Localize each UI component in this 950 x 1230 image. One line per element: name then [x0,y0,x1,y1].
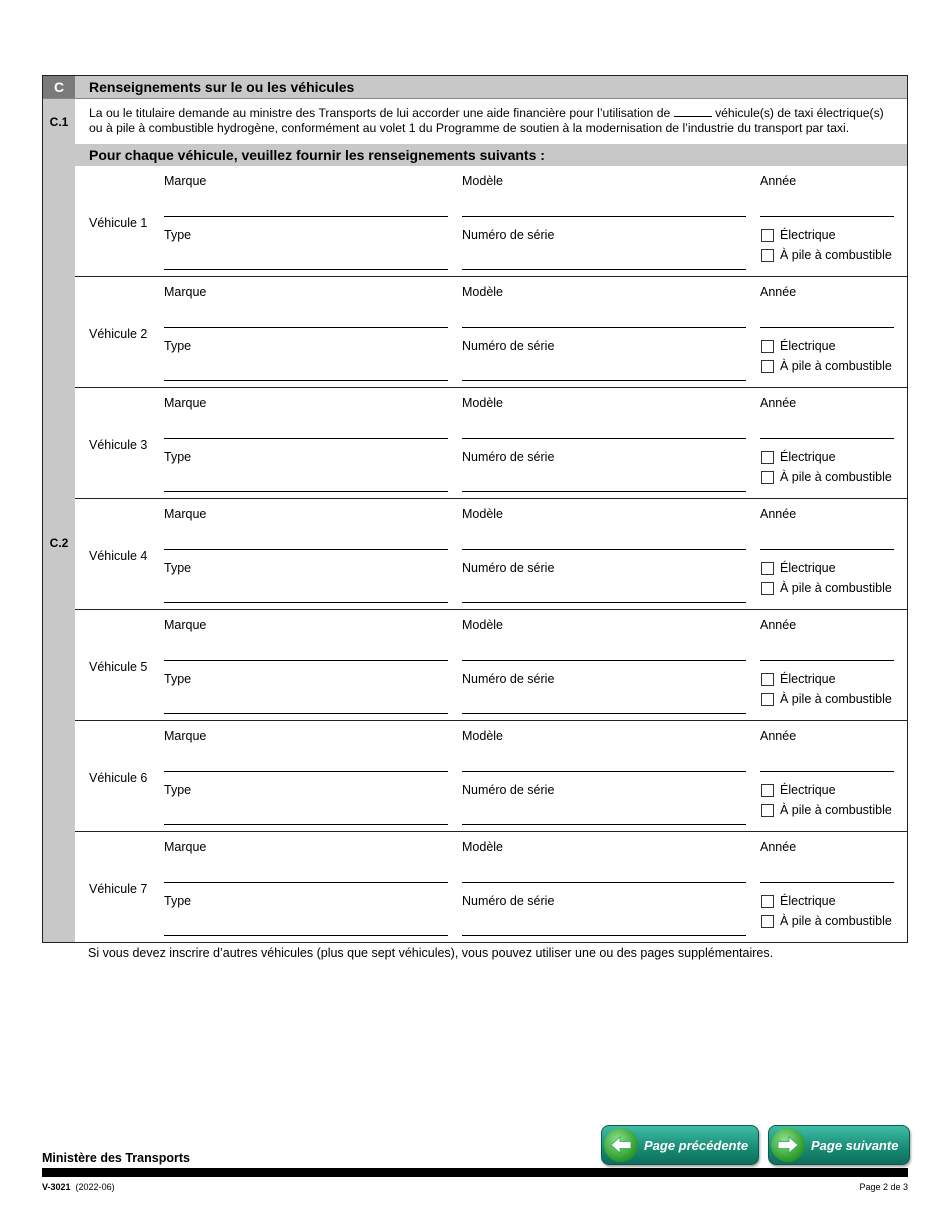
vehicle-block [75,166,907,277]
footer-bar [42,1168,908,1177]
electrique-checkbox[interactable] [761,562,774,575]
electrique-option [761,339,836,353]
modele-field[interactable] [462,327,746,328]
marque-label: Marque [164,729,207,743]
vehicle-label: Véhicule 2 [89,327,148,341]
serie-field[interactable] [462,491,746,492]
electrique-option [761,228,836,242]
serie-field[interactable] [462,602,746,603]
form-code-number: V-3021 [42,1182,71,1192]
serie-field[interactable] [462,935,746,936]
annee-field[interactable] [760,327,894,328]
previous-page-label: Page précédente [644,1137,749,1153]
page-number: Page 2 de 3 [859,1182,908,1192]
arrow-left-icon [604,1128,638,1162]
ministry-name: Ministère des Transports [42,1151,190,1165]
previous-page-button[interactable] [601,1125,759,1165]
annee-label: Année [760,729,797,743]
type-field[interactable] [164,602,448,603]
pile-checkbox[interactable] [761,693,774,706]
electrique-label: Électrique [780,783,836,797]
pile-option [761,803,892,817]
vehicle-label: Véhicule 6 [89,771,148,785]
pile-checkbox[interactable] [761,915,774,928]
additional-vehicles-note: Si vous devez inscrire d’autres véhicules (plus que sept véhicules), vous pouvez utiliser une ou des pages supplémentaires. [88,946,774,960]
pile-option [761,581,892,595]
c1-text [75,99,907,144]
pile-label: À pile à combustible [780,692,892,706]
serie-field[interactable] [462,713,746,714]
pile-label: À pile à combustible [780,803,892,817]
pile-checkbox[interactable] [761,471,774,484]
marque-label: Marque [164,618,207,632]
serie-field[interactable] [462,824,746,825]
type-label: Type [164,228,192,242]
electrique-checkbox[interactable] [761,895,774,908]
serie-label: Numéro de série [462,228,555,242]
section-header [43,76,907,98]
c2-label: C.2 [43,144,75,942]
modele-field[interactable] [462,438,746,439]
annee-field[interactable] [760,438,894,439]
vehicle-label: Véhicule 7 [89,882,148,896]
c2-body [75,144,907,942]
electrique-option [761,783,836,797]
vehicle-count-field[interactable] [674,106,712,117]
electrique-label: Électrique [780,672,836,686]
vehicle-form [42,75,908,943]
marque-field[interactable] [164,549,448,550]
next-page-button[interactable] [768,1125,910,1165]
type-label: Type [164,672,192,686]
c1-row [43,98,907,144]
vehicle-block [75,610,907,721]
pile-option [761,470,892,484]
vehicle-label: Véhicule 1 [89,216,148,230]
marque-label: Marque [164,285,207,299]
type-label: Type [164,561,192,575]
c1-text-after: véhicule(s) de taxi électrique(s) ou à pile à combustible hydrogène, conformément au volet 1 du Programme de soutien à la modernisation de l’industrie du transport par taxi. [89,106,884,135]
electrique-label: Électrique [780,561,836,575]
marque-field[interactable] [164,438,448,439]
pile-option [761,248,892,262]
pile-label: À pile à combustible [780,581,892,595]
serie-field[interactable] [462,380,746,381]
vehicle-block [75,499,907,610]
serie-label: Numéro de série [462,783,555,797]
next-page-label: Page suivante [811,1137,899,1153]
modele-label: Modèle [462,507,503,521]
electrique-label: Électrique [780,894,836,908]
modele-field[interactable] [462,771,746,772]
pile-option [761,914,892,928]
section-letter: C [43,76,75,98]
electrique-checkbox[interactable] [761,451,774,464]
modele-field[interactable] [462,882,746,883]
serie-label: Numéro de série [462,894,555,908]
pile-label: À pile à combustible [780,914,892,928]
electrique-option [761,894,836,908]
modele-field[interactable] [462,216,746,217]
modele-field[interactable] [462,549,746,550]
serie-label: Numéro de série [462,339,555,353]
pile-label: À pile à combustible [780,359,892,373]
electrique-label: Électrique [780,339,836,353]
marque-field[interactable] [164,327,448,328]
annee-label: Année [760,396,797,410]
annee-field[interactable] [760,882,894,883]
type-field[interactable] [164,824,448,825]
electrique-label: Électrique [780,228,836,242]
serie-field[interactable] [462,269,746,270]
type-field[interactable] [164,380,448,381]
electrique-label: Électrique [780,450,836,464]
vehicle-block [75,388,907,499]
annee-label: Année [760,507,797,521]
modele-label: Modèle [462,618,503,632]
serie-label: Numéro de série [462,672,555,686]
type-field[interactable] [164,935,448,936]
annee-label: Année [760,618,797,632]
pile-checkbox[interactable] [761,804,774,817]
annee-label: Année [760,285,797,299]
annee-label: Année [760,840,797,854]
pile-label: À pile à combustible [780,248,892,262]
form-code-date: (2022-06) [75,1182,115,1192]
annee-field[interactable] [760,216,894,217]
type-field[interactable] [164,491,448,492]
vehicle-block [75,832,907,942]
pile-checkbox[interactable] [761,249,774,262]
annee-field[interactable] [760,549,894,550]
c1-label: C.1 [43,99,75,144]
electrique-option [761,561,836,575]
c2-header: Pour chaque véhicule, veuillez fournir les renseignements suivants : [75,144,907,166]
vehicle-label: Véhicule 3 [89,438,148,452]
marque-field[interactable] [164,771,448,772]
marque-field[interactable] [164,216,448,217]
electrique-checkbox[interactable] [761,673,774,686]
type-label: Type [164,450,192,464]
electrique-option [761,450,836,464]
type-label: Type [164,783,192,797]
type-field[interactable] [164,269,448,270]
electrique-checkbox[interactable] [761,340,774,353]
annee-label: Année [760,174,797,188]
annee-field[interactable] [760,771,894,772]
vehicle-list [75,166,907,942]
arrow-right-icon [771,1128,805,1162]
serie-label: Numéro de série [462,561,555,575]
modele-label: Modèle [462,729,503,743]
pile-label: À pile à combustible [780,470,892,484]
pile-checkbox[interactable] [761,360,774,373]
c2-row [43,144,907,942]
electrique-checkbox[interactable] [761,229,774,242]
electrique-checkbox[interactable] [761,784,774,797]
type-field[interactable] [164,713,448,714]
annee-field[interactable] [760,660,894,661]
marque-label: Marque [164,507,207,521]
marque-label: Marque [164,840,207,854]
section-title: Renseignements sur le ou les véhicules [89,79,355,95]
modele-field[interactable] [462,660,746,661]
modele-label: Modèle [462,285,503,299]
c1-text-before: La ou le titulaire demande au ministre des Transports de lui accorder une aide financière pour l’utilisation de [89,106,671,120]
modele-label: Modèle [462,174,503,188]
pile-checkbox[interactable] [761,582,774,595]
modele-label: Modèle [462,396,503,410]
marque-field[interactable] [164,660,448,661]
type-label: Type [164,339,192,353]
electrique-option [761,672,836,686]
type-label: Type [164,894,192,908]
vehicle-block [75,721,907,832]
vehicle-label: Véhicule 4 [89,549,148,563]
vehicle-block [75,277,907,388]
pile-option [761,359,892,373]
vehicle-label: Véhicule 5 [89,660,148,674]
marque-label: Marque [164,396,207,410]
marque-label: Marque [164,174,207,188]
form-code [42,1182,115,1192]
modele-label: Modèle [462,840,503,854]
serie-label: Numéro de série [462,450,555,464]
pile-option [761,692,892,706]
marque-field[interactable] [164,882,448,883]
